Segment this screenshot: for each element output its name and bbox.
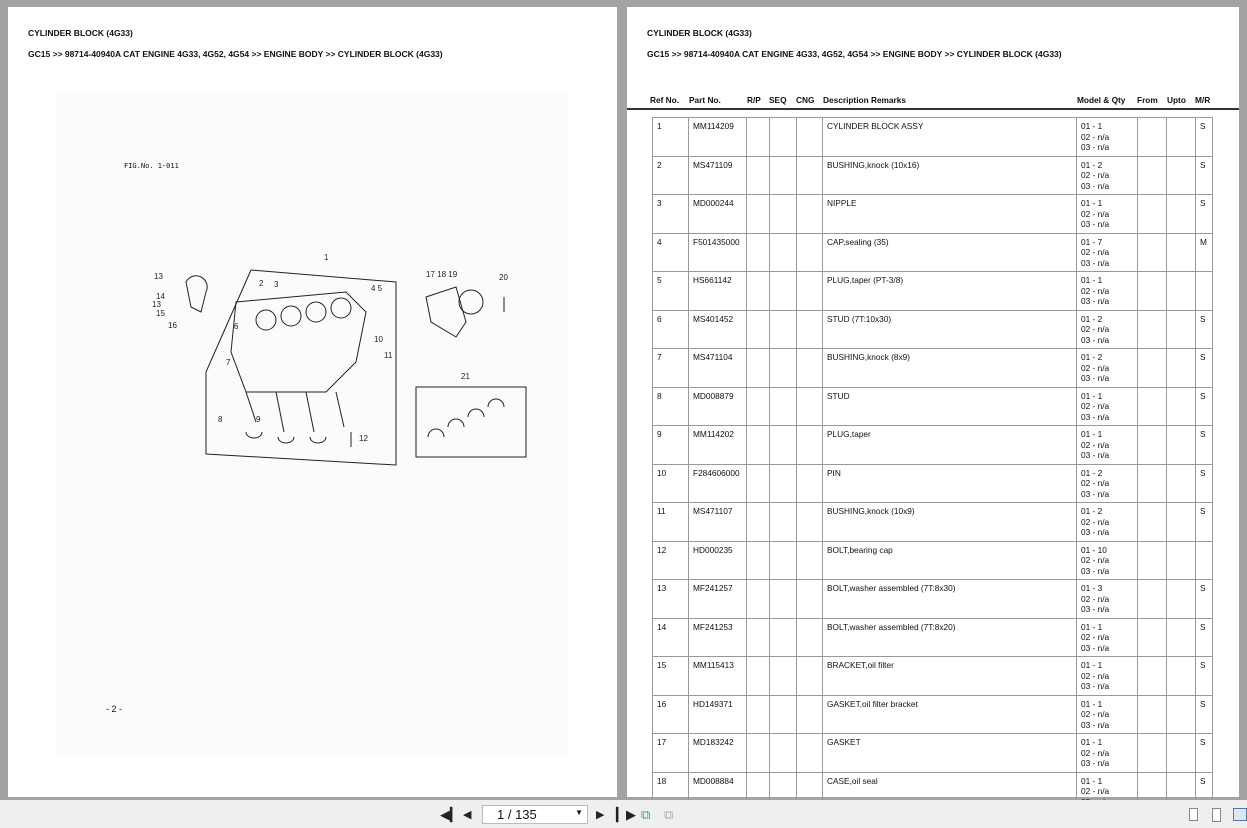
description-cell: BOLT,bearing cap xyxy=(823,541,1077,580)
cng-cell xyxy=(797,349,823,388)
from-cell xyxy=(1138,195,1167,234)
ref-cell: 18 xyxy=(653,772,689,811)
model-qty-line: 02 - n/a xyxy=(1081,208,1110,219)
model-qty-cell xyxy=(1077,310,1138,349)
mr-cell: S xyxy=(1196,657,1213,696)
model-qty-line: 02 - n/a xyxy=(1081,247,1110,257)
exploded-diagram xyxy=(56,92,568,757)
header-from: From xyxy=(1137,95,1158,105)
svg-text:6: 6 xyxy=(234,322,239,331)
part-no-cell: MD008879 xyxy=(689,387,747,426)
page-mark: - 2 - xyxy=(106,704,123,714)
cng-cell xyxy=(797,310,823,349)
mr-cell: S xyxy=(1196,772,1213,811)
model-qty-line: 01 - 2 xyxy=(1081,352,1103,362)
upto-cell xyxy=(1167,233,1196,272)
svg-text:15: 15 xyxy=(156,309,165,318)
upto-cell xyxy=(1167,272,1196,311)
rp-cell xyxy=(747,272,770,311)
table-row xyxy=(653,156,1213,195)
part-no-cell: MD008884 xyxy=(689,772,747,811)
seq-cell xyxy=(770,695,797,734)
page-title: CYLINDER BLOCK (4G33) xyxy=(28,28,133,38)
model-qty-line: 01 - 2 xyxy=(1081,159,1103,170)
part-no-cell: HD000235 xyxy=(689,541,747,580)
first-page-icon[interactable]: ◀▎ xyxy=(440,807,460,822)
description-cell: PLUG,taper (PT-3/8) xyxy=(823,272,1077,311)
header-cng: CNG xyxy=(796,95,815,105)
table-row xyxy=(653,734,1213,773)
model-qty-line: 02 - n/a xyxy=(1081,131,1110,142)
mr-cell: S xyxy=(1196,580,1213,619)
svg-text:7: 7 xyxy=(226,358,231,367)
cng-cell xyxy=(797,657,823,696)
table-row xyxy=(653,349,1213,388)
mr-cell: S xyxy=(1196,618,1213,657)
svg-text:16: 16 xyxy=(168,321,177,330)
seq-cell xyxy=(770,387,797,426)
model-qty-line: 01 - 1 xyxy=(1081,121,1103,131)
rp-cell xyxy=(747,503,770,542)
rp-cell xyxy=(747,233,770,272)
part-no-cell: MS401452 xyxy=(689,310,747,349)
model-qty-line: 02 - n/a xyxy=(1081,439,1110,450)
part-no-cell: MS471104 xyxy=(689,349,747,388)
model-qty-line: 03 - n/a xyxy=(1081,257,1110,268)
from-cell xyxy=(1138,426,1167,465)
upto-cell xyxy=(1167,580,1196,619)
table-row xyxy=(653,541,1213,580)
table-row xyxy=(653,657,1213,696)
cng-cell xyxy=(797,503,823,542)
seq-cell xyxy=(770,233,797,272)
upto-cell xyxy=(1167,657,1196,696)
svg-text:17 18 19: 17 18 19 xyxy=(426,270,458,279)
svg-text:13: 13 xyxy=(154,272,163,281)
header-rp: R/P xyxy=(747,95,761,105)
model-qty-cell xyxy=(1077,464,1138,503)
table-row xyxy=(653,503,1213,542)
ref-cell: 14 xyxy=(653,618,689,657)
model-qty-line: 03 - n/a xyxy=(1081,604,1110,614)
model-qty-line: 01 - 1 xyxy=(1081,698,1103,709)
upto-cell xyxy=(1167,349,1196,388)
model-qty-line: 03 - n/a xyxy=(1081,411,1110,422)
table-row xyxy=(653,310,1213,349)
header-model: Model & Qty xyxy=(1077,95,1126,105)
seq-cell xyxy=(770,503,797,542)
ref-cell: 15 xyxy=(653,657,689,696)
seq-cell xyxy=(770,618,797,657)
description-cell: BRACKET,oil filter xyxy=(823,657,1077,696)
model-qty-line: 03 - n/a xyxy=(1081,142,1110,152)
model-qty-cell xyxy=(1077,734,1138,773)
model-qty-cell xyxy=(1077,618,1138,657)
from-cell xyxy=(1138,310,1167,349)
upto-cell xyxy=(1167,195,1196,234)
svg-text:21: 21 xyxy=(461,372,470,381)
model-qty-line: 01 - 1 xyxy=(1081,737,1103,747)
right-page xyxy=(627,7,1239,797)
model-qty-cell xyxy=(1077,657,1138,696)
from-cell xyxy=(1138,387,1167,426)
ref-cell: 12 xyxy=(653,541,689,580)
rp-cell xyxy=(747,426,770,465)
model-qty-line: 01 - 2 xyxy=(1081,467,1103,478)
rp-cell xyxy=(747,695,770,734)
seq-cell xyxy=(770,464,797,503)
header-upto: Upto xyxy=(1167,95,1186,105)
model-qty-line: 03 - n/a xyxy=(1081,180,1110,191)
upto-cell xyxy=(1167,618,1196,657)
description-cell: GASKET xyxy=(823,734,1077,773)
description-cell: STUD xyxy=(823,387,1077,426)
part-no-cell: MF241253 xyxy=(689,618,747,657)
ref-cell: 3 xyxy=(653,195,689,234)
model-qty-cell xyxy=(1077,426,1138,465)
ref-cell: 6 xyxy=(653,310,689,349)
seq-cell xyxy=(770,426,797,465)
cng-cell xyxy=(797,233,823,272)
header-mr: M/R xyxy=(1195,95,1211,105)
ref-cell: 4 xyxy=(653,233,689,272)
model-qty-line: 01 - 1 xyxy=(1081,198,1103,208)
part-no-cell: HS661142 xyxy=(689,272,747,311)
model-qty-cell xyxy=(1077,695,1138,734)
table-row xyxy=(653,580,1213,619)
part-no-cell: MS471109 xyxy=(689,156,747,195)
table-row xyxy=(653,233,1213,272)
model-qty-line: 02 - n/a xyxy=(1081,401,1110,411)
model-qty-line: 02 - n/a xyxy=(1081,747,1110,758)
model-qty-line: 03 - n/a xyxy=(1081,527,1110,537)
rp-cell xyxy=(747,156,770,195)
model-qty-line: 01 - 1 xyxy=(1081,775,1103,786)
ref-cell: 9 xyxy=(653,426,689,465)
seq-cell xyxy=(770,734,797,773)
engine-block-drawing xyxy=(56,92,568,757)
model-qty-cell xyxy=(1077,272,1138,311)
seq-cell xyxy=(770,195,797,234)
cng-cell xyxy=(797,118,823,157)
cng-cell xyxy=(797,156,823,195)
mr-cell: S xyxy=(1196,734,1213,773)
model-qty-line: 03 - n/a xyxy=(1081,219,1110,229)
breadcrumb: GC15 >> 98714-40940A CAT ENGINE 4G33, 4G52, 4G54 >> ENGINE BODY >> CYLINDER BLOCK (4G33) xyxy=(647,49,1062,59)
description-cell: CASE,oil seal xyxy=(823,772,1077,811)
model-qty-line: 02 - n/a xyxy=(1081,786,1110,796)
seq-cell xyxy=(770,272,797,311)
from-cell xyxy=(1138,349,1167,388)
mr-cell xyxy=(1196,541,1213,580)
from-cell xyxy=(1138,503,1167,542)
from-cell xyxy=(1138,618,1167,657)
rp-cell xyxy=(747,464,770,503)
description-cell: BUSHING,knock (10x16) xyxy=(823,156,1077,195)
model-qty-line: 03 - n/a xyxy=(1081,565,1110,576)
ref-cell: 5 xyxy=(653,272,689,311)
upto-cell xyxy=(1167,387,1196,426)
seq-cell xyxy=(770,118,797,157)
cng-cell xyxy=(797,195,823,234)
from-cell xyxy=(1138,233,1167,272)
from-cell xyxy=(1138,580,1167,619)
model-qty-line: 01 - 2 xyxy=(1081,313,1103,324)
ref-cell: 1 xyxy=(653,118,689,157)
upto-cell xyxy=(1167,426,1196,465)
paste-page-icon[interactable]: ⧉ xyxy=(664,807,674,822)
model-qty-cell xyxy=(1077,195,1138,234)
svg-text:8: 8 xyxy=(218,415,223,424)
ref-cell: 11 xyxy=(653,503,689,542)
model-qty-line: 02 - n/a xyxy=(1081,170,1110,180)
mr-cell: S xyxy=(1196,156,1213,195)
svg-text:4 5: 4 5 xyxy=(371,284,383,293)
rp-cell xyxy=(747,541,770,580)
upto-cell xyxy=(1167,503,1196,542)
model-qty-line: 01 - 1 xyxy=(1081,621,1103,632)
continuous-view-icon[interactable] xyxy=(1212,808,1221,822)
model-qty-cell xyxy=(1077,349,1138,388)
seq-cell xyxy=(770,541,797,580)
from-cell xyxy=(1138,272,1167,311)
cng-cell xyxy=(797,272,823,311)
upto-cell xyxy=(1167,310,1196,349)
viewer-toolbar xyxy=(0,800,1247,828)
mr-cell: M xyxy=(1196,233,1213,272)
cng-cell xyxy=(797,695,823,734)
table-row xyxy=(653,387,1213,426)
mr-cell: S xyxy=(1196,503,1213,542)
fig-number: FIG.No. 1-011 xyxy=(124,162,179,170)
rp-cell xyxy=(747,618,770,657)
model-qty-line: 01 - 3 xyxy=(1081,583,1103,593)
upto-cell xyxy=(1167,695,1196,734)
page-indicator: 1 / 135 xyxy=(497,807,537,822)
model-qty-line: 02 - n/a xyxy=(1081,555,1110,565)
ref-cell: 17 xyxy=(653,734,689,773)
part-no-cell: MD183242 xyxy=(689,734,747,773)
part-no-cell: MF241257 xyxy=(689,580,747,619)
table-header xyxy=(627,93,1239,110)
description-cell: PLUG,taper xyxy=(823,426,1077,465)
upto-cell xyxy=(1167,118,1196,157)
model-qty-line: 02 - n/a xyxy=(1081,593,1110,604)
model-qty-line: 02 - n/a xyxy=(1081,362,1110,373)
ref-cell: 7 xyxy=(653,349,689,388)
part-no-cell: MD000244 xyxy=(689,195,747,234)
cng-cell xyxy=(797,618,823,657)
model-qty-line: 03 - n/a xyxy=(1081,296,1110,306)
part-no-cell: MM114209 xyxy=(689,118,747,157)
model-qty-line: 01 - 1 xyxy=(1081,660,1103,670)
ref-cell: 13 xyxy=(653,580,689,619)
from-cell xyxy=(1138,156,1167,195)
header-part: Part No. xyxy=(689,95,721,105)
description-cell: PIN xyxy=(823,464,1077,503)
rp-cell xyxy=(747,118,770,157)
seq-cell xyxy=(770,156,797,195)
seq-cell xyxy=(770,580,797,619)
model-qty-line: 02 - n/a xyxy=(1081,670,1110,681)
last-page-icon[interactable]: ▎▶ xyxy=(616,807,636,822)
mr-cell: S xyxy=(1196,118,1213,157)
rp-cell xyxy=(747,195,770,234)
svg-text:2: 2 xyxy=(259,279,264,288)
table-row xyxy=(653,618,1213,657)
from-cell xyxy=(1138,695,1167,734)
left-page xyxy=(8,7,617,797)
rp-cell xyxy=(747,310,770,349)
page-title: CYLINDER BLOCK (4G33) xyxy=(647,28,752,38)
table-row xyxy=(653,426,1213,465)
copy-page-icon[interactable]: ⧉ xyxy=(641,807,651,822)
model-qty-line: 01 - 2 xyxy=(1081,506,1103,516)
mr-cell: S xyxy=(1196,387,1213,426)
model-qty-line: 01 - 1 xyxy=(1081,429,1103,439)
ref-cell: 8 xyxy=(653,387,689,426)
cng-cell xyxy=(797,580,823,619)
upto-cell xyxy=(1167,464,1196,503)
model-qty-line: 01 - 7 xyxy=(1081,236,1103,247)
parts-table xyxy=(652,117,1213,811)
model-qty-line: 02 - n/a xyxy=(1081,632,1110,642)
model-qty-line: 02 - n/a xyxy=(1081,516,1110,527)
table-row xyxy=(653,272,1213,311)
header-desc: Description Remarks xyxy=(823,95,907,105)
description-cell: CYLINDER BLOCK ASSY xyxy=(823,118,1077,157)
model-qty-line: 03 - n/a xyxy=(1081,719,1110,730)
svg-text:9: 9 xyxy=(256,415,261,424)
description-cell: STUD (7T:10x30) xyxy=(823,310,1077,349)
chevron-down-icon: ▼ xyxy=(575,808,583,817)
single-page-view-icon[interactable] xyxy=(1189,808,1198,821)
part-no-cell: HD149371 xyxy=(689,695,747,734)
cng-cell xyxy=(797,387,823,426)
part-no-cell: F501435000 xyxy=(689,233,747,272)
table-row xyxy=(653,695,1213,734)
description-cell: BUSHING,knock (10x9) xyxy=(823,503,1077,542)
model-qty-line: 01 - 1 xyxy=(1081,390,1103,401)
svg-text:10: 10 xyxy=(374,335,383,344)
model-qty-line: 02 - n/a xyxy=(1081,285,1110,296)
model-qty-cell xyxy=(1077,156,1138,195)
svg-text:1: 1 xyxy=(324,253,329,262)
upto-cell xyxy=(1167,541,1196,580)
table-row xyxy=(653,195,1213,234)
cng-cell xyxy=(797,464,823,503)
mr-cell: S xyxy=(1196,426,1213,465)
description-cell: GASKET,oil filter bracket xyxy=(823,695,1077,734)
svg-text:20: 20 xyxy=(499,273,508,282)
cng-cell xyxy=(797,541,823,580)
table-row xyxy=(653,118,1213,157)
model-qty-line: 03 - n/a xyxy=(1081,450,1110,460)
model-qty-line: 02 - n/a xyxy=(1081,324,1110,334)
svg-text:13: 13 xyxy=(152,300,161,309)
model-qty-line: 02 - n/a xyxy=(1081,478,1110,488)
description-cell: NIPPLE xyxy=(823,195,1077,234)
model-qty-cell xyxy=(1077,387,1138,426)
model-qty-cell xyxy=(1077,233,1138,272)
svg-text:3: 3 xyxy=(274,280,279,289)
ref-cell: 16 xyxy=(653,695,689,734)
rp-cell xyxy=(747,349,770,388)
mr-cell: S xyxy=(1196,310,1213,349)
model-qty-cell xyxy=(1077,580,1138,619)
model-qty-line: 02 - n/a xyxy=(1081,709,1110,719)
upto-cell xyxy=(1167,156,1196,195)
description-cell: BOLT,washer assembled (7T:8x30) xyxy=(823,580,1077,619)
mr-cell: S xyxy=(1196,195,1213,234)
model-qty-line: 01 - 10 xyxy=(1081,544,1107,555)
model-qty-cell xyxy=(1077,503,1138,542)
page-selector[interactable] xyxy=(482,805,588,824)
description-cell: BUSHING,knock (8x9) xyxy=(823,349,1077,388)
mr-cell: S xyxy=(1196,349,1213,388)
part-no-cell: MS471107 xyxy=(689,503,747,542)
rp-cell xyxy=(747,734,770,773)
model-qty-cell xyxy=(1077,541,1138,580)
part-no-cell: MM115413 xyxy=(689,657,747,696)
svg-text:14: 14 xyxy=(156,292,165,301)
rp-cell xyxy=(747,580,770,619)
header-seq: SEQ xyxy=(769,95,787,105)
mr-cell: S xyxy=(1196,695,1213,734)
model-qty-line: 01 - 1 xyxy=(1081,275,1103,285)
upto-cell xyxy=(1167,734,1196,773)
model-qty-line: 03 - n/a xyxy=(1081,758,1110,768)
model-qty-line: 03 - n/a xyxy=(1081,334,1110,345)
cng-cell xyxy=(797,426,823,465)
previous-page-icon[interactable]: ◀ xyxy=(463,809,472,821)
cng-cell xyxy=(797,734,823,773)
rp-cell xyxy=(747,657,770,696)
from-cell xyxy=(1138,734,1167,773)
from-cell xyxy=(1138,118,1167,157)
seq-cell xyxy=(770,310,797,349)
model-qty-line: 03 - n/a xyxy=(1081,488,1110,499)
from-cell xyxy=(1138,464,1167,503)
mr-cell: S xyxy=(1196,464,1213,503)
model-qty-line: 03 - n/a xyxy=(1081,642,1110,653)
next-page-icon[interactable]: ▶ xyxy=(596,809,605,821)
from-cell xyxy=(1138,657,1167,696)
header-ref: Ref No. xyxy=(650,95,680,105)
ref-cell: 10 xyxy=(653,464,689,503)
model-qty-line: 03 - n/a xyxy=(1081,373,1110,383)
seq-cell xyxy=(770,657,797,696)
ref-cell: 2 xyxy=(653,156,689,195)
seq-cell xyxy=(770,349,797,388)
table-row xyxy=(653,464,1213,503)
breadcrumb: GC15 >> 98714-40940A CAT ENGINE 4G33, 4G52, 4G54 >> ENGINE BODY >> CYLINDER BLOCK (4G33) xyxy=(28,49,443,59)
description-cell: CAP,sealing (35) xyxy=(823,233,1077,272)
part-no-cell: MM114202 xyxy=(689,426,747,465)
rp-cell xyxy=(747,387,770,426)
svg-text:12: 12 xyxy=(359,434,368,443)
two-page-view-icon[interactable] xyxy=(1233,808,1247,821)
part-no-cell: F284606000 xyxy=(689,464,747,503)
model-qty-cell xyxy=(1077,118,1138,157)
from-cell xyxy=(1138,541,1167,580)
mr-cell xyxy=(1196,272,1213,311)
model-qty-line: 03 - n/a xyxy=(1081,681,1110,691)
svg-text:11: 11 xyxy=(384,351,393,360)
description-cell: BOLT,washer assembled (7T:8x20) xyxy=(823,618,1077,657)
